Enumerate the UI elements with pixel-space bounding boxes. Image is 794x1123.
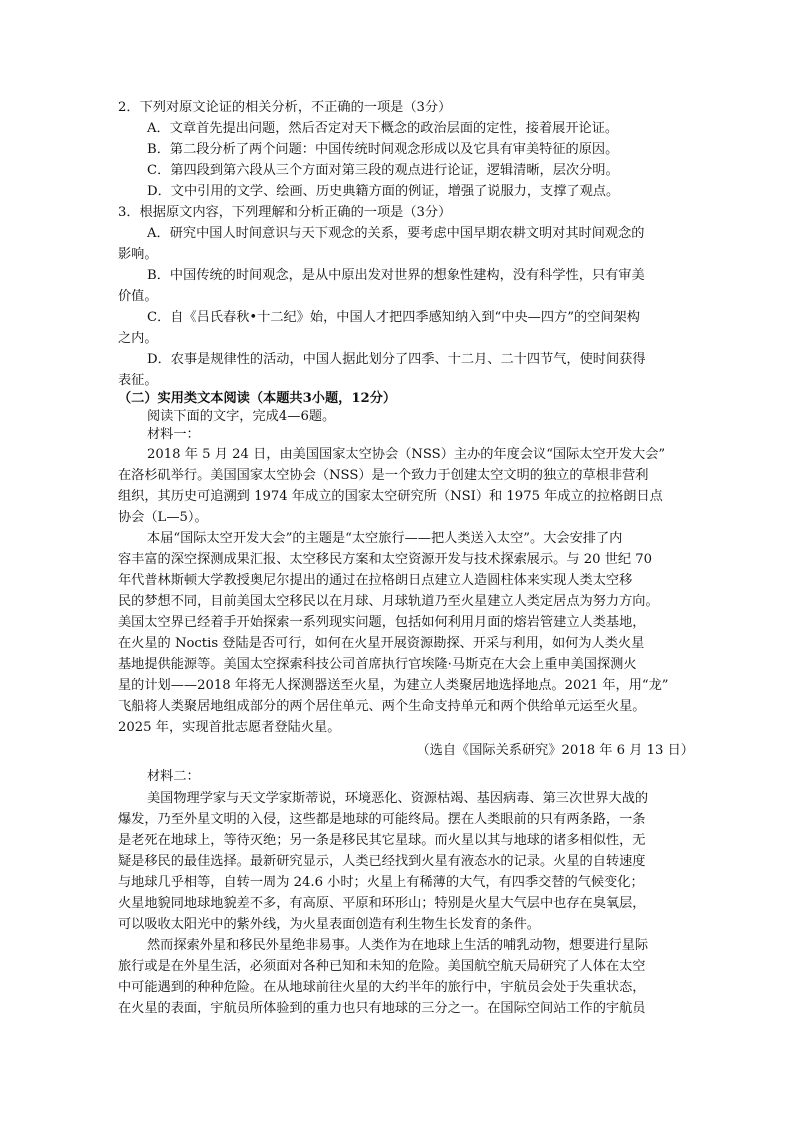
material1-line: 协会（L—5）。 — [118, 510, 208, 525]
material2-line: 然而探索外星和移民外星绝非易事。人类作为在地球上生活的哺乳动物，想要进行星际 — [147, 938, 649, 953]
material1-line: 本届“国际太空开发大会”的主题是“太空旅行——把人类送入太空”。大会安排了内 — [147, 531, 623, 546]
q3-option-c: C．自《吕氏春秋•十二纪》始，中国人才把四季感知纳入到“中央—四方”的空间架构 — [147, 310, 640, 325]
material2-line: 与地球几乎相等，自转一周为 24.6 小时；火星上有稀薄的大气，有四季交替的气候变化； — [118, 875, 644, 890]
material1-line: 2025 年，实现首批志愿者登陆火星。 — [118, 720, 341, 735]
material1-line: 容丰富的深空探测成果汇报、太空移民方案和太空资源开发与技术探索展示。与 20 世纪 70 — [118, 552, 653, 567]
material2-line: 疑是移民的最佳选择。最新研究显示，人类已经找到火星有液态水的记录。火星的自转速度 — [118, 854, 646, 869]
q3-option-b: B．中国传统的时间观念，是从中原出发对世界的想象性建构，没有科学性，只有审美 — [147, 268, 645, 283]
q3-option-c-cont: 之内。 — [118, 331, 158, 346]
material1-line: 基地提供能源等。美国太空探索科技公司首席执行官埃隆·马斯克在大会上重申美国探测火 — [118, 657, 637, 672]
material2-line: 可以吸收太阳光中的紫外线，为火星表面创造有利生物生长发育的条件。 — [118, 917, 540, 932]
material2-line: 旅行或是在外星生活，必须面对各种已知和未知的危险。美国航空航天局研究了人体在太空 — [118, 959, 646, 974]
material2-label: 材料二： — [147, 769, 200, 784]
material1-line: 美国太空界已经着手开始探索一系列现实问题，包括如何利用月面的熔岩管建立人类基地， — [118, 615, 646, 630]
material1-label: 材料一： — [147, 427, 200, 442]
q2-option-a: A．文章首先提出问题，然后否定对天下概念的政治层面的定性，接着展开论证。 — [147, 121, 619, 136]
material1-line: 在洛杉矶举行。美国国家太空协会（NSS）是一个致力于创建太空文明的独立的草根非营利 — [118, 468, 649, 483]
material2-line: 爆发，乃至外星文明的入侵，这些都是地球的可能终局。摆在人类眼前的只有两条路，一条 — [118, 812, 646, 827]
material1-line: 年代普林斯顿大学教授奥尼尔提出的通过在拉格朗日点建立人造圆柱体来实现人类太空移 — [118, 573, 633, 588]
material1-line: 飞船将人类聚居地组成部分的两个居住单元、两个生命支持单元和两个供给单元运至火星。 — [118, 699, 646, 714]
material2-line: 是老死在地球上，等待灭绝；另一条是移民其它星球。而火星以其与地球的诸多相似性，无 — [118, 833, 646, 848]
material1-line: 星的计划——2018 年将无人探测器送至火星，为建立人类聚居地选择地点。2021 年，用“龙” — [118, 678, 669, 693]
material1-source: （选自《国际关系研究》2018 年 6 月 13 日） — [416, 743, 694, 758]
q3-option-d: D．农事是规律性的活动，中国人据此划分了四季、十二月、二十四节气，使时间获得 — [147, 352, 646, 367]
q2-option-c: C．第四段到第六段从三个方面对第三段的观点进行论证，逻辑清晰，层次分明。 — [147, 163, 619, 178]
material2-line: 中可能遇到的种种危险。在从地球前往火星的大约半年的旅行中，宇航员会处于失重状态， — [118, 980, 646, 995]
material2-line: 在火星的表面，宇航员所体验到的重力也只有地球的三分之一。在国际空间站工作的宇航员 — [118, 1001, 646, 1016]
material2-line: 美国物理学家与天文学家斯蒂说，环境恶化、资源枯竭、基因病毒、第三次世界大战的 — [147, 791, 649, 806]
q2-stem: 2．下列对原文论证的相关分析，不正确的一项是（3分） — [118, 100, 452, 115]
q3-stem: 3．根据原文内容，下列理解和分析正确的一项是（3分） — [118, 205, 452, 220]
material1-line: 民的梦想不同，目前美国太空移民以在月球、月球轨道乃至火星建立人类定居点为努力方向。 — [118, 594, 659, 609]
material1-line: 组织，其历史可追溯到 1974 年成立的国家太空研究所（NSI）和 1975 年成立的拉格朗日点 — [118, 489, 663, 504]
material1-line: 在火星的 Noctis 登陆是否可行，如何在火星开展资源勘探、开采与利用，如何为人类火星 — [118, 636, 645, 651]
q3-option-d-cont: 表征。 — [118, 373, 158, 388]
q3-option-a-cont: 影响。 — [118, 247, 158, 262]
section-instruction: 阅读下面的文字，完成4—6题。 — [147, 409, 336, 424]
section-heading: （二）实用类文本阅读（本题共3小题，12分） — [118, 391, 397, 406]
material1-line: 2018 年 5 月 24 日，由美国国家太空协会（NSS）主办的年度会议“国际太空开发大会” — [147, 447, 666, 462]
q3-option-b-cont: 价值。 — [118, 289, 158, 304]
q3-option-a: A．研究中国人时间意识与天下观念的关系，要考虑中国早期农耕文明对其时间观念的 — [147, 226, 645, 241]
material2-line: 火星地貌同地球地貌差不多，有高原、平原和环形山；特别是火星大气层中也存在臭氧层， — [118, 896, 646, 911]
q2-option-d: D．文中引用的文学、绘画、历史典籍方面的例证，增强了说服力，支撑了观点。 — [147, 184, 620, 199]
q2-option-b: B．第二段分析了两个问题：中国传统时间观念形成以及它具有审美特征的原因。 — [147, 142, 619, 157]
